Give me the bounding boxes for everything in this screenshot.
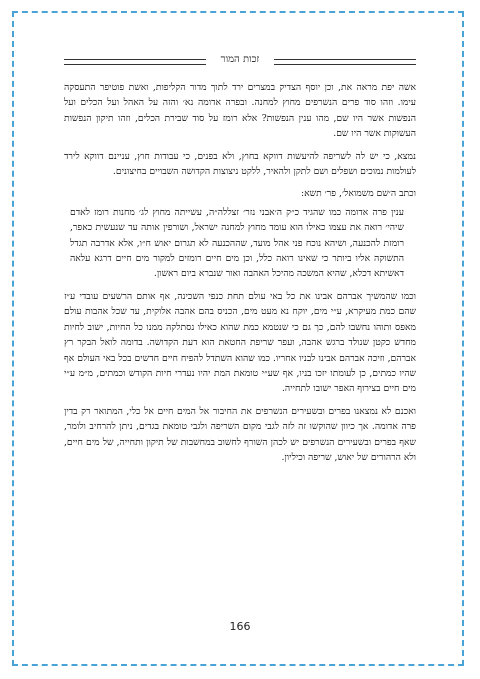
paragraph: נמצא, כי יש לה לשריפה להיעשות דווקא בחוץ, ולא בפנים, כי עבודות חוץ, עניינם דווקא לירד לעולמות נמוכים ושפלים ושם לתקן ולהאיר, ללקט ניצוצות הקדושה השבויים בחיצונים. <box>64 150 416 178</box>
running-header <box>64 52 416 68</box>
header-title: זכות המור <box>220 54 260 65</box>
header-rule-left <box>64 59 206 65</box>
quote-source: וכתב ה׳שם משמואל׳, פר׳ תשא: <box>301 188 416 200</box>
paragraph: וכמו שהמשיך אברהם אבינו את כל באי עולם תחת כנפי השכינה, אף אותם הרשעים עובדי ע״ז שהם כמת מעיקרא, ע״י מים, יוקח נא מעט מים, הכניס בהם אהבה אלוקית, עד שכל אהבות עולם מאפס ותוהו נחשבו להם, כך גם כי שנטמא כמת שהוא כאילו נסתלקה ממנו כל החיות, ישוב לחיות מחדש כקטן שנולד ברגש אהבה, ועפר שריפת החטאת הוא דעת הקדושה. בדומה לואל הבקר רץ אברהם, וזיכה אברהם אבינו לבניו אחריו. כמו שהוא השתדל להפיח חיים חדשים בכל באי העולם אף שהיו כמתים, כן לעומתו יזכו בניו, אף שע״י טומאת המת יהיו נעדרי חיות הקודש וכמתים, מ״מ ע״י מים חיים בצירוף האפר ישובו לתחייה. <box>64 290 416 395</box>
paragraph: ואכנם לא נמצאנו בפרים ובשעירים הנשרפים את החיבור אל המים חיים אל כלי, המתואר רק בדין פרה אדומה. אך כיוון שהוקשו זה לזה לגבי מקום השריפה ולגבי טומאת בגדים, ניתן להרחיב ולומר, שאף בפרים ובשעירים הנשרפים יש לכהן השורף לחשוב במחשבות של תיקון ותחייה, של מים חיים, ולא הרהורים של יאוש, שריפה וכיליון. <box>64 405 416 463</box>
paragraph: אשה יפת מראה את, וכן יוסף הצדיק במצרים ירד לתוך מדור הקליפות, ואשת פוטיפר התעסקה עימו. וזהו סוד פרים הנשרפים מחוץ למחנה. ובפרה אדומה נא׳ והזה על האהל ועל הכלים ועל הנפשות אשר היו שם, מהו ענין הנפשות? אלא רומז על סוד שבירת הכלים, וזהו תיקון הנפשות העשוקות אשר היו שם. <box>64 82 416 140</box>
page-body <box>64 80 416 472</box>
block-quote: ענין פרה אדומה כמו שהגיד כ״ק ה׳אבני נזר׳ זצללה״ה, עשייתה מחוץ לג׳ מחנות רומז לאדם שיהי׳ רואה את עצמו כאילו הוא עומד מחוץ למחנה ישראל, ושורפין אותה עד שנעשית כאפר, רומזת להכנעה, ושיהא נוכח פני אהל מועד, שההכנעה לא תגרום יאוש ח״ו, אלא אדרבה תגדל התשוקה אליו ביותר כי שאינו רואה כלל, וכן מים חיים רומזים למקור מים חיים דרגא עלאה דאשיתא דכלא, שהיא המשכה מהיכל האהבה ואור שנברא ביום ראשון. <box>70 206 404 280</box>
page-number: 166 <box>229 620 251 633</box>
